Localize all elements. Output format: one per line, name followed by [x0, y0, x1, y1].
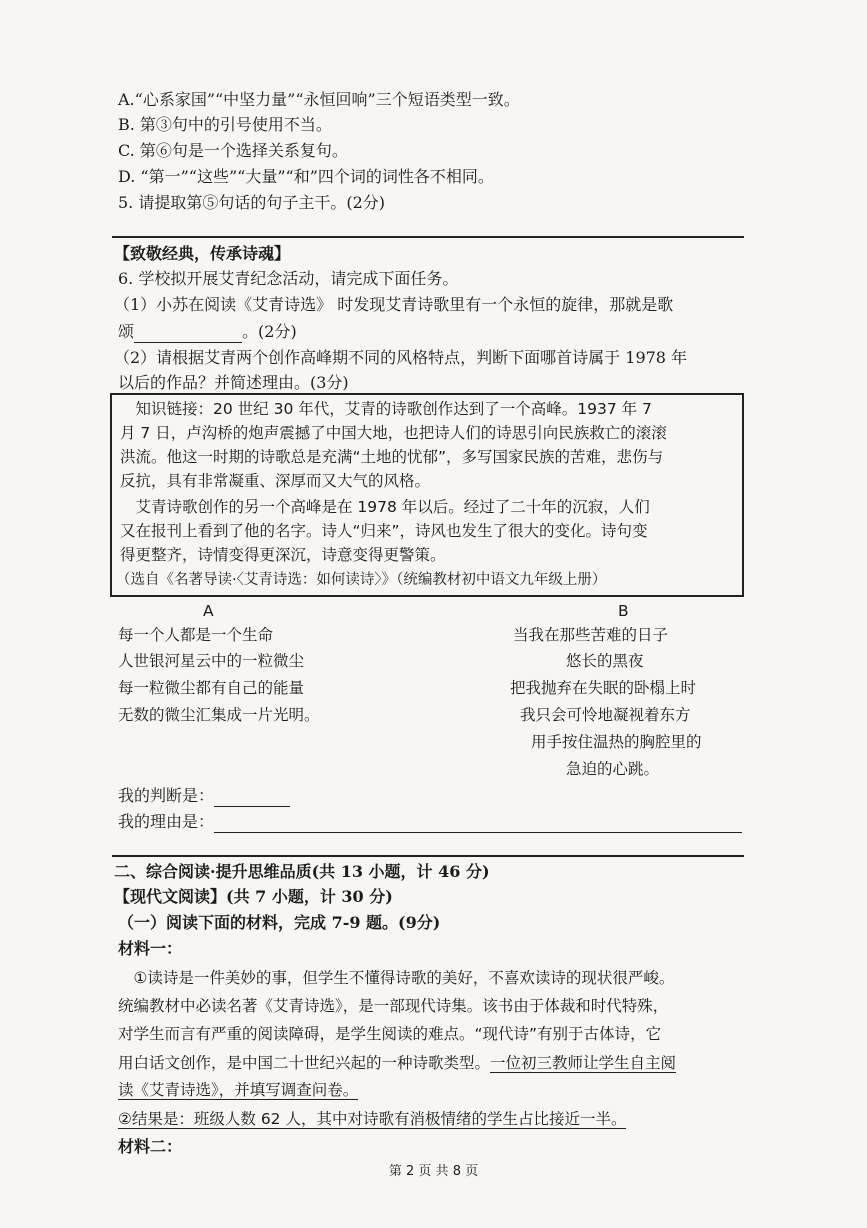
option-c: C. 第⑥句是一个选择关系复句。	[118, 141, 348, 160]
material-1-line: ①读诗是一件美妙的事，但学生不懂得诗歌的美好，不喜欢读诗的现状很严峻。	[118, 969, 675, 987]
poem-b-line: 当我在那些苦难的日子	[513, 626, 669, 644]
material-1-underlined: 读《艾青诗选》，并填写调查问卷。	[118, 1081, 359, 1099]
poem-b-line: 急迫的心跳。	[566, 760, 660, 778]
question-6-2-line1: （2）请根据艾青两个创作高峰期不同的风格特点，判断下面哪首诗属于 1978 年	[114, 348, 688, 367]
reason-label: 我的理由是：	[118, 812, 215, 831]
q6-1-blank[interactable]	[134, 324, 242, 343]
poem-b-line: 我只会可怜地凝视着东方	[520, 706, 691, 724]
material-1-line: 统编教材中必读名著《艾青诗选》，是一部现代诗集。该书由于体裁和时代特殊，	[118, 997, 669, 1015]
knowledge-line: 又在报刊上看到了他的名字。诗人“归来”，诗风也发生了很大的变化。诗句变	[120, 522, 648, 540]
reason-answer-line[interactable]	[112, 855, 744, 857]
knowledge-line: 知识链接：20 世纪 30 年代，艾青的诗歌创作达到了一个高峰。1937 年 7	[120, 400, 652, 418]
material-1-underlined: 一位初三教师让学生自主阅	[490, 1054, 677, 1072]
poem-b-line: 悠长的黑夜	[566, 652, 644, 670]
material-1-line	[118, 1052, 676, 1074]
q6-1-suffix: 。(2分)	[242, 322, 297, 341]
material-2-label: 材料二：	[118, 1137, 183, 1156]
section-header-classics: 【致敬经典，传承诗魂】	[114, 244, 291, 263]
material-1-text: 用白话文创作，是中国二十世纪兴起的一种诗歌类型。	[118, 1054, 491, 1072]
judgment-label: 我的判断是：	[118, 786, 215, 805]
knowledge-line: 艾青诗歌创作的另一个高峰是在 1978 年以后。经过了二十年的沉寂，人们	[120, 498, 650, 516]
reason-blank[interactable]	[214, 814, 742, 833]
option-b: B. 第③句中的引号使用不当。	[118, 115, 332, 134]
material-1-line: 对学生而言有严重的阅读障碍，是学生阅读的难点。“现代诗”有别于古体诗，它	[118, 1025, 662, 1043]
poem-b-line: 用手按住温热的胸腔里的	[531, 733, 702, 751]
question-6: 6. 学校拟开展艾青纪念活动，请完成下面任务。	[118, 269, 459, 288]
knowledge-source: （选自《名著导读·〈艾青诗选：如何读诗〉》（统编教材初中语文九年级上册）	[116, 572, 607, 588]
knowledge-line: 洪流。他这一时期的诗歌总是充满“土地的忧郁”，多写国家民族的苦难，悲伤与	[120, 448, 664, 466]
poem-a-label: A	[203, 602, 214, 620]
material-1-paragraph-2	[118, 1108, 626, 1130]
section-2-title: 二、综合阅读·提升思维品质(共 13 小题，计 46 分)	[114, 862, 490, 881]
page-footer: 第 2 页 共 8 页	[388, 1164, 479, 1179]
poem-a-line: 无数的微尘汇集成一片光明。	[118, 706, 320, 724]
question-6-1-line2	[118, 321, 297, 343]
material-1-line	[118, 1079, 358, 1101]
knowledge-line: 反抗，具有非常凝重、深厚而又大气的风格。	[120, 472, 431, 490]
knowledge-line: 月 7 日，卢沟桥的炮声震撼了中国大地，也把诗人们的诗思引向民族救亡的滚滚	[120, 424, 667, 442]
reason-row	[118, 811, 742, 833]
modern-reading-header: 【现代文阅读】(共 7 小题，计 30 分)	[114, 887, 393, 906]
poem-a-line: 每一粒微尘都有自己的能量	[118, 679, 305, 697]
q6-1-prefix: 颂	[118, 322, 135, 341]
material-1-underlined: ②结果是：班级人数 62 人，其中对诗歌有消极情绪的学生占比接近一半。	[118, 1110, 627, 1128]
judgment-blank[interactable]	[214, 788, 290, 807]
judgment-row	[118, 785, 290, 807]
option-a: A.“心系家国”“中坚力量”“永恒回响”三个短语类型一致。	[118, 90, 520, 109]
material-1-label: 材料一：	[118, 939, 183, 958]
poem-b-line: 把我抛弃在失眠的卧榻上时	[510, 679, 697, 697]
question-6-1-line1: （1）小苏在阅读《艾青诗选》 时发现艾青诗歌里有一个永恒的旋律，那就是歌	[114, 295, 674, 314]
poem-b-label: B	[618, 602, 629, 620]
part-1-instruction: （一）阅读下面的材料，完成 7-9 题。(9分)	[118, 913, 441, 932]
question-5: 5. 请提取第⑤句话的句子主干。(2分)	[118, 193, 386, 212]
poem-a-line: 每一个人都是一个生命	[118, 626, 274, 644]
answer-line-q5[interactable]	[112, 236, 744, 238]
option-d: D. “第一”“这些”“大量”“和”四个词的词性各不相同。	[118, 167, 494, 186]
knowledge-line: 得更整齐，诗情变得更深沉，诗意变得更警策。	[120, 546, 446, 564]
question-6-2-line2: 以后的作品？并简述理由。(3分)	[118, 373, 349, 392]
poem-a-line: 人世银河星云中的一粒微尘	[118, 652, 305, 670]
knowledge-link-box	[110, 393, 744, 597]
